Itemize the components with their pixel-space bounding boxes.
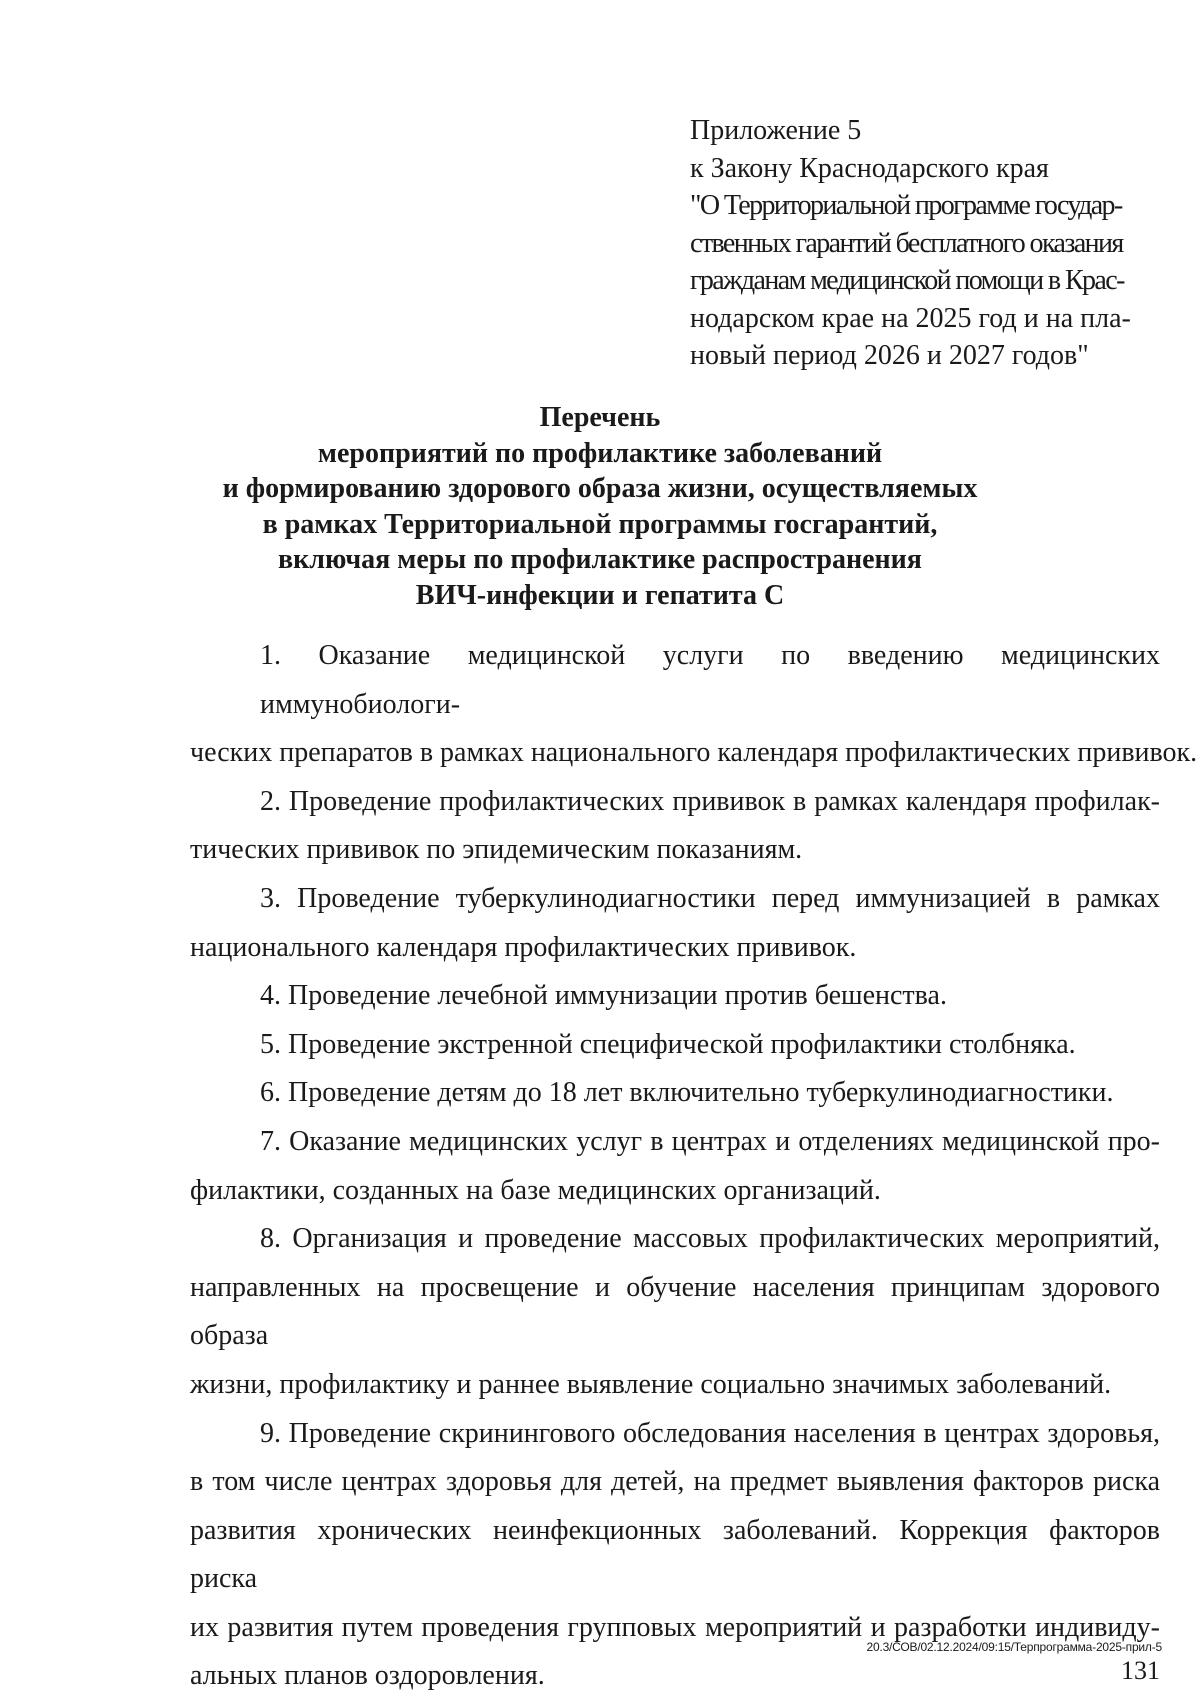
title-line: Перечень — [100, 400, 1100, 436]
list-item-line: тических прививок по эпидемическим показаниям. — [190, 826, 1160, 875]
list-item — [190, 875, 1160, 972]
list-item — [190, 972, 1160, 1021]
document-reference-code: 20.3/СОВ/02.12.2024/09:15/Терпрограмма-2025-прил-5 — [866, 1640, 1162, 1654]
list-item-line: 4. Проведение лечебной иммунизации против бешенства. — [190, 972, 1160, 1021]
page-number: 131 — [1121, 1656, 1160, 1686]
title-line: и формированию здорового образа жизни, осуществляемых — [100, 471, 1100, 507]
list-item-line: развития хронических неинфекционных заболеваний. Коррекция факторов риска — [190, 1507, 1160, 1604]
appendix-header — [690, 112, 1160, 375]
appendix-line: Приложение 5 — [690, 112, 1160, 150]
list-item-line: 9. Проведение скринингового обследования населения в центрах здоровья, — [190, 1410, 1160, 1459]
list-item-line: 8. Организация и проведение массовых профилактических мероприятий, — [190, 1215, 1160, 1264]
list-item-line: 5. Проведение экстренной специфической профилактики столбняка. — [190, 1021, 1160, 1070]
appendix-line: "О Территориальной программе государ- — [690, 187, 1160, 225]
list-item-line: 3. Проведение туберкулинодиагностики перед иммунизацией в рамках — [190, 875, 1160, 924]
list-item-line: национального календаря профилактических прививок. — [190, 924, 1160, 973]
list-item-line: 2. Проведение профилактических прививок в рамках календаря профилак- — [190, 778, 1160, 827]
list-item — [190, 1410, 1160, 1701]
list-item-line: жизни, профилактику и раннее выявление социально значимых заболеваний. — [190, 1361, 1160, 1410]
title-line: включая меры по профилактике распространения — [100, 542, 1100, 578]
list-item — [190, 632, 1160, 778]
list-item-line: направленных на просвещение и обучение населения принципам здорового образа — [190, 1264, 1160, 1361]
list-item-line: ческих препаратов в рамках национального календаря профилактических прививок. — [190, 729, 1160, 778]
title-line: мероприятий по профилактике заболеваний — [100, 436, 1100, 472]
title-line: ВИЧ-инфекции и гепатита С — [100, 578, 1100, 614]
list-item-line: филактики, созданных на базе медицинских организаций. — [190, 1167, 1160, 1216]
appendix-line: новый период 2026 и 2027 годов" — [690, 337, 1160, 375]
appendix-line: гражданам медицинской помощи в Крас- — [690, 262, 1160, 300]
list-item — [190, 1118, 1160, 1215]
list-item — [190, 1215, 1160, 1409]
list-item — [190, 1021, 1160, 1070]
appendix-line: к Закону Краснодарского края — [690, 150, 1160, 188]
list-item-line: 6. Проведение детям до 18 лет включительно туберкулинодиагностики. — [190, 1069, 1160, 1118]
list-item-line: их развития путем проведения групповых мероприятий и разработки индивиду- — [190, 1604, 1160, 1653]
list-item-line: альных планов оздоровления. — [190, 1652, 1160, 1701]
document-title — [100, 400, 1100, 613]
appendix-line: нодарском крае на 2025 год и на пла- — [690, 300, 1160, 338]
list-item-line: в том числе центрах здоровья для детей, на предмет выявления факторов риска — [190, 1458, 1160, 1507]
list-item-line: 1. Оказание медицинской услуги по введению медицинских иммунобиологи- — [190, 632, 1160, 729]
list-item — [190, 1069, 1160, 1118]
list-item-line: 7. Оказание медицинских услуг в центрах и отделениях медицинской про- — [190, 1118, 1160, 1167]
measures-list — [190, 632, 1160, 1701]
appendix-line: ственных гарантий бесплатного оказания — [690, 225, 1160, 263]
title-line: в рамках Территориальной программы госгарантий, — [100, 507, 1100, 543]
list-item — [190, 778, 1160, 875]
